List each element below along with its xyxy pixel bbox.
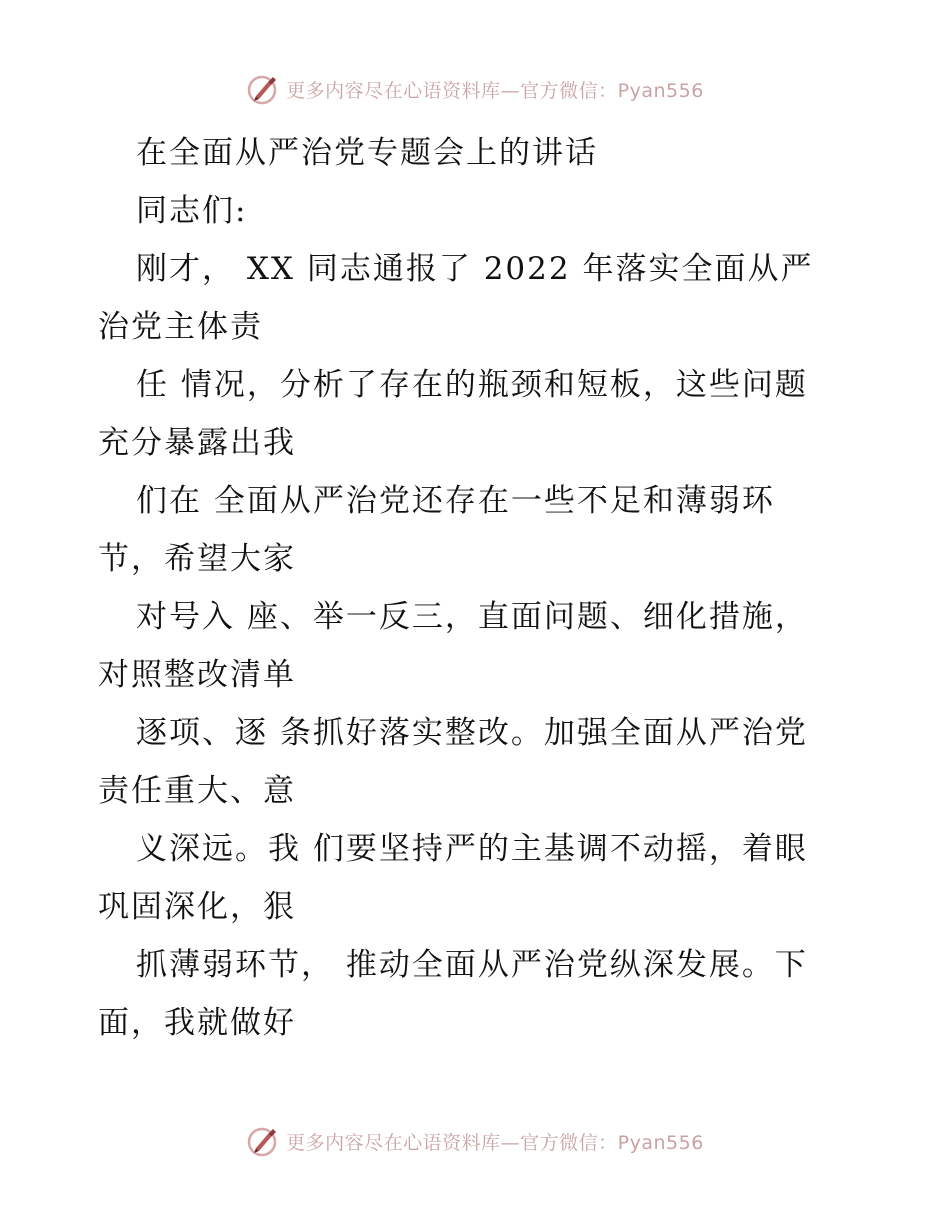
text-line: 对号入 座、举一反三，直面问题、细化措施， [136,599,808,635]
text-line: 对照整改清单 [98,657,296,693]
watermark-header [0,72,950,106]
watermark-footer [0,1124,950,1158]
watermark-id: Pyan556 [617,1131,704,1154]
text-line: 逐项、逐 条抓好落实整改。加强全面从严治党 [136,715,808,751]
text-line: 面，我就做好 [98,1005,296,1041]
text-line: 义深远。我 们要坚持严的主基调不动摇，着眼 [136,831,808,867]
text-line: 们在 全面从严治党还存在一些不足和薄弱环 [136,483,775,519]
text-line: 治党主体责 [98,309,263,345]
watermark-text: 更多内容尽在心语资料库—官方微信：Pyan556 [286,1131,704,1154]
text-line: 责任重大、意 [98,773,296,809]
document-body [98,124,843,1052]
text-line: 刚才， XX 同志通报了 2022 年落实全面从严 [136,251,814,287]
pen-logo-icon [246,1124,280,1158]
watermark-id: Pyan556 [617,79,704,102]
watermark-text: 更多内容尽在心语资料库—官方微信：Pyan556 [286,79,704,102]
text-line: 任 情况，分析了存在的瓶颈和短板，这些问题 [136,367,808,403]
text-line: 充分暴露出我 [98,425,296,461]
text-line: 在全面从严治党专题会上的讲话 [136,135,598,171]
text-line: 同志们: [136,193,248,229]
text-line: 节，希望大家 [98,541,296,577]
text-line: 抓薄弱环节， 推动全面从严治党纵深发展。下 [136,947,808,983]
pen-logo-icon [246,72,280,106]
text-line: 巩固深化，狠 [98,889,296,925]
